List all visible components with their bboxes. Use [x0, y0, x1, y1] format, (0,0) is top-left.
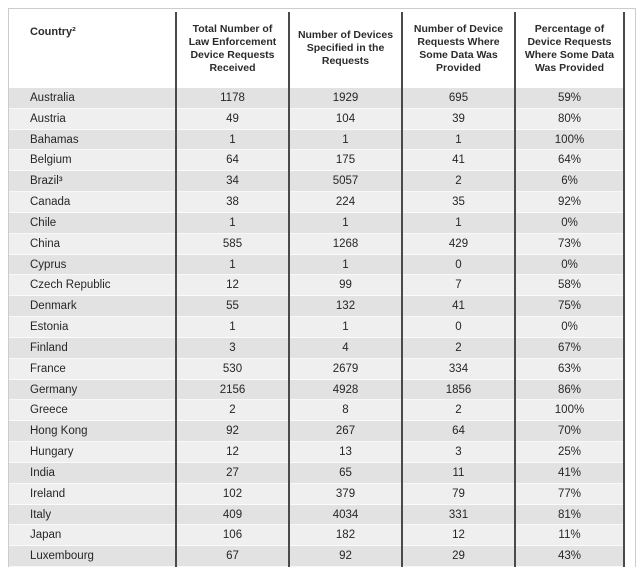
- cell-requests-data-provided: 2: [455, 404, 462, 417]
- cell-devices-specified: 267: [335, 425, 356, 438]
- cell-devices-specified: 65: [339, 466, 352, 479]
- table-row: [9, 359, 625, 380]
- table-row: [9, 296, 625, 317]
- cell-total-requests: 102: [222, 487, 243, 500]
- cell-country: Luxembourg: [30, 550, 94, 563]
- table-row: [9, 109, 625, 130]
- cell-country: Brazil³: [30, 175, 63, 188]
- cell-requests-data-provided: 0: [455, 258, 462, 271]
- cell-total-requests: 2: [229, 404, 236, 417]
- cell-country: Finland: [30, 341, 68, 354]
- cell-requests-data-provided: 12: [452, 529, 465, 542]
- table-row: [9, 546, 625, 567]
- cell-requests-data-provided: 11: [452, 466, 465, 479]
- cell-total-requests: 12: [226, 279, 239, 292]
- cell-requests-data-provided: 2: [455, 175, 462, 188]
- cell-percentage-data-provided: 58%: [557, 279, 582, 292]
- cell-country: Japan: [30, 529, 62, 542]
- cell-requests-data-provided: 695: [448, 92, 469, 104]
- cell-total-requests: 409: [222, 508, 243, 521]
- table-row: [9, 421, 625, 442]
- table-body: [9, 88, 625, 567]
- table-row: [9, 275, 625, 296]
- table-row: [9, 400, 625, 421]
- cell-devices-specified: 1268: [332, 237, 359, 250]
- column-header-percentage-data-provided: Percentage of Device Requests Where Some Data Was Provided: [524, 22, 615, 74]
- cell-total-requests: 34: [226, 175, 239, 188]
- table-row: [9, 130, 625, 151]
- cell-country: Australia: [30, 92, 75, 104]
- column-header-requests-data-provided: Number of Device Requests Where Some Data Was Provided: [413, 22, 504, 74]
- cell-country: Hungary: [30, 446, 74, 459]
- table-row: [9, 380, 625, 401]
- cell-country: Germany: [30, 383, 78, 396]
- cell-devices-specified: 1: [342, 321, 349, 334]
- cell-country: Cyprus: [30, 258, 67, 271]
- cell-percentage-data-provided: 43%: [557, 550, 582, 563]
- cell-percentage-data-provided: 41%: [557, 466, 582, 479]
- cell-total-requests: 27: [226, 466, 239, 479]
- cell-requests-data-provided: 3: [455, 446, 462, 459]
- column-header-devices-specified: Number of Devices Specified in the Requests: [297, 29, 394, 67]
- cell-devices-specified: 8: [342, 404, 349, 417]
- cell-devices-specified: 1: [342, 258, 349, 271]
- cell-total-requests: 49: [226, 112, 239, 125]
- cell-percentage-data-provided: 67%: [557, 341, 582, 354]
- cell-devices-specified: 104: [335, 112, 356, 125]
- cell-percentage-data-provided: 73%: [557, 237, 582, 250]
- cell-country: Denmark: [30, 300, 77, 313]
- cell-percentage-data-provided: 0%: [561, 321, 578, 334]
- cell-requests-data-provided: 331: [448, 508, 469, 521]
- cell-total-requests: 38: [226, 196, 239, 209]
- cell-country: Canada: [30, 196, 71, 209]
- table-row: [9, 171, 625, 192]
- cell-percentage-data-provided: 59%: [557, 92, 582, 104]
- cell-percentage-data-provided: 70%: [557, 425, 582, 438]
- cell-percentage-data-provided: 64%: [557, 154, 582, 167]
- column-separator: [401, 12, 403, 567]
- table-row: [9, 213, 625, 234]
- cell-country: Czech Republic: [30, 279, 111, 292]
- column-separator: [288, 12, 290, 567]
- cell-percentage-data-provided: 6%: [561, 175, 578, 188]
- cell-country: Bahamas: [30, 133, 79, 146]
- cell-requests-data-provided: 2: [455, 341, 462, 354]
- cell-percentage-data-provided: 81%: [557, 508, 582, 521]
- cell-total-requests: 67: [226, 550, 239, 563]
- column-header-total-requests: Total Number of Law Enforcement Device Requests Received: [188, 22, 277, 74]
- table-row: [9, 88, 625, 109]
- cell-total-requests: 1178: [220, 92, 245, 104]
- cell-devices-specified: 379: [335, 487, 356, 500]
- cell-country: Ireland: [30, 487, 66, 500]
- cell-total-requests: 2156: [219, 383, 246, 396]
- cell-total-requests: 64: [226, 154, 239, 167]
- cell-requests-data-provided: 79: [452, 487, 465, 500]
- cell-devices-specified: 4928: [332, 383, 359, 396]
- cell-country: Chile: [30, 216, 57, 229]
- cell-requests-data-provided: 7: [455, 279, 462, 292]
- cell-percentage-data-provided: 11%: [558, 529, 581, 542]
- cell-devices-specified: 2679: [332, 362, 359, 375]
- cell-country: Italy: [30, 508, 52, 521]
- table-row: [9, 505, 625, 526]
- table-row: [9, 442, 625, 463]
- column-separator: [514, 12, 516, 567]
- cell-devices-specified: 182: [335, 529, 356, 542]
- cell-percentage-data-provided: 75%: [557, 300, 582, 313]
- column-separator: [175, 12, 177, 567]
- cell-total-requests: 1: [229, 321, 236, 334]
- cell-devices-specified: 224: [335, 196, 356, 209]
- cell-devices-specified: 4: [342, 341, 349, 354]
- table-row: [9, 525, 625, 546]
- cell-country: China: [30, 237, 61, 250]
- cell-percentage-data-provided: 25%: [557, 446, 582, 459]
- cell-devices-specified: 1: [342, 133, 349, 146]
- cell-country: India: [30, 466, 55, 479]
- cell-percentage-data-provided: 0%: [561, 216, 578, 229]
- cell-total-requests: 92: [226, 425, 239, 438]
- cell-percentage-data-provided: 100%: [554, 404, 585, 417]
- cell-percentage-data-provided: 80%: [557, 112, 582, 125]
- cell-percentage-data-provided: 63%: [557, 362, 582, 375]
- cell-total-requests: 55: [226, 300, 239, 313]
- cell-requests-data-provided: 334: [448, 362, 469, 375]
- table-row: [9, 255, 625, 276]
- cell-requests-data-provided: 429: [448, 237, 469, 250]
- cell-total-requests: 530: [222, 362, 243, 375]
- column-separator: [623, 12, 625, 567]
- cell-devices-specified: 5057: [332, 175, 359, 188]
- cell-country: Estonia: [30, 321, 69, 334]
- column-header-country: Country²: [30, 26, 76, 38]
- cell-total-requests: 585: [222, 237, 243, 250]
- table-row: [9, 463, 625, 484]
- cell-requests-data-provided: 41: [452, 300, 465, 313]
- cell-total-requests: 3: [229, 341, 236, 354]
- cell-country: Austria: [30, 112, 66, 125]
- cell-devices-specified: 92: [339, 550, 352, 563]
- cell-total-requests: 1: [229, 258, 236, 271]
- cell-total-requests: 1: [229, 133, 236, 146]
- cell-devices-specified: 4034: [332, 508, 359, 521]
- cell-devices-specified: 99: [339, 279, 352, 292]
- cell-requests-data-provided: 1856: [445, 383, 472, 396]
- cell-requests-data-provided: 41: [452, 154, 465, 167]
- cell-devices-specified: 132: [335, 300, 356, 313]
- cell-country: Belgium: [30, 154, 72, 167]
- cell-requests-data-provided: 35: [452, 196, 465, 209]
- cell-total-requests: 1: [229, 216, 236, 229]
- cell-devices-specified: 1: [342, 216, 349, 229]
- table-row: [9, 192, 625, 213]
- cell-percentage-data-provided: 77%: [557, 487, 582, 500]
- cell-percentage-data-provided: 92%: [557, 196, 582, 209]
- cell-percentage-data-provided: 100%: [554, 133, 585, 146]
- cell-requests-data-provided: 39: [452, 112, 465, 125]
- cell-total-requests: 12: [226, 446, 239, 459]
- cell-percentage-data-provided: 0%: [561, 258, 578, 271]
- table-header-row: [9, 9, 625, 88]
- table-row: [9, 338, 625, 359]
- cell-country: France: [30, 362, 66, 375]
- cell-total-requests: 106: [222, 529, 243, 542]
- cell-devices-specified: 175: [335, 154, 356, 167]
- cell-country: Hong Kong: [30, 425, 88, 438]
- cell-requests-data-provided: 0: [455, 321, 462, 334]
- cell-requests-data-provided: 1: [455, 216, 462, 229]
- cell-requests-data-provided: 64: [452, 425, 465, 438]
- cell-devices-specified: 1929: [332, 92, 359, 104]
- cell-requests-data-provided: 1: [455, 133, 462, 146]
- cell-country: Greece: [30, 404, 68, 417]
- table-row: [9, 150, 625, 171]
- cell-requests-data-provided: 29: [452, 550, 465, 563]
- cell-percentage-data-provided: 86%: [557, 383, 582, 396]
- table-row: [9, 484, 625, 505]
- cell-devices-specified: 13: [339, 446, 352, 459]
- table-row: [9, 234, 625, 255]
- table-frame: [8, 8, 636, 567]
- table-row: [9, 317, 625, 338]
